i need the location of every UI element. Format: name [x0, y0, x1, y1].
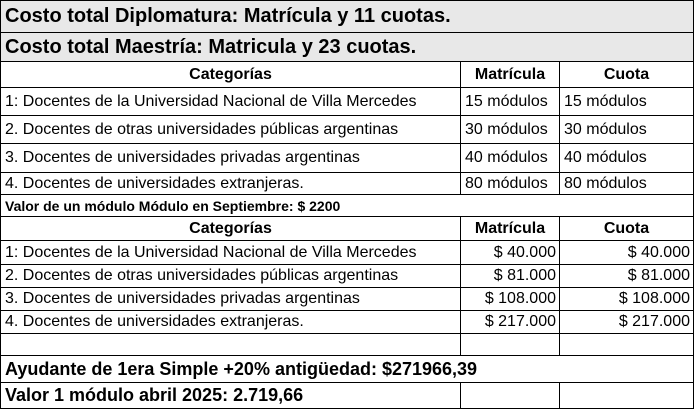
table1-header-cuota: Cuota	[560, 62, 694, 88]
table-row	[0, 173, 694, 195]
empty-cell	[0, 334, 461, 356]
table1-row4-cuota: 80 módulos	[560, 173, 694, 195]
table-row	[0, 144, 694, 173]
table2-row3-cuota: $ 108.000	[560, 288, 694, 311]
table2-header-categorias: Categorías	[0, 217, 461, 241]
table1-row2-categoria: 2. Docentes de otras universidades públicas argentinas	[0, 116, 461, 144]
table1-row1-categoria: 1: Docentes de la Universidad Nacional de Villa Mercedes	[0, 88, 461, 116]
modulo-note: Valor de un módulo Módulo en Septiembre: $ 2200	[0, 195, 694, 217]
table-row	[0, 88, 694, 116]
table1-header-categorias: Categorías	[0, 62, 461, 88]
title-maestria: Costo total Maestría: Matricula y 23 cuotas.	[0, 33, 694, 62]
table-row	[0, 116, 694, 144]
table1-row1-cuota: 15 módulos	[560, 88, 694, 116]
empty-cell	[560, 334, 694, 356]
table2-row2-cuota: $ 81.000	[560, 265, 694, 288]
valor-modulo-note: Valor 1 módulo abril 2025: 2.719,66	[0, 383, 461, 409]
empty-cell	[560, 383, 694, 409]
table2-header-row	[0, 217, 694, 241]
empty-cell	[461, 334, 560, 356]
table1-row3-matricula: 40 módulos	[461, 144, 560, 173]
table2-row1-cuota: $ 40.000	[560, 241, 694, 265]
table1-header-matricula: Matrícula	[461, 62, 560, 88]
valor-modulo-row	[0, 383, 694, 409]
table1-row3-cuota: 40 módulos	[560, 144, 694, 173]
table-row	[0, 311, 694, 334]
table2-row1-matricula: $ 40.000	[461, 241, 560, 265]
table2-row2-matricula: $ 81.000	[461, 265, 560, 288]
table2-row4-matricula: $ 217.000	[461, 311, 560, 334]
table2-header-matricula: Matrícula	[461, 217, 560, 241]
table1-row4-matricula: 80 módulos	[461, 173, 560, 195]
table1-header-row	[0, 62, 694, 88]
table-row	[0, 288, 694, 311]
table1-row2-cuota: 30 módulos	[560, 116, 694, 144]
table1-row2-matricula: 30 módulos	[461, 116, 560, 144]
table1-row1-matricula: 15 módulos	[461, 88, 560, 116]
table2-row3-matricula: $ 108.000	[461, 288, 560, 311]
ayudante-row	[0, 356, 694, 383]
table2-row2-categoria: 2. Docentes de otras universidades públicas argentinas	[0, 265, 461, 288]
table2-row4-cuota: $ 217.000	[560, 311, 694, 334]
table1-row4-categoria: 4. Docentes de universidades extranjeras.	[0, 173, 461, 195]
table2-header-cuota: Cuota	[560, 217, 694, 241]
empty-cell	[461, 383, 560, 409]
title-row-maestria	[0, 33, 694, 62]
table-row	[0, 265, 694, 288]
table-row	[0, 241, 694, 265]
empty-row	[0, 334, 694, 356]
title-diplomatura: Costo total Diplomatura: Matrícula y 11 cuotas.	[0, 0, 694, 33]
table2-row4-categoria: 4. Docentes de universidades extranjeras.	[0, 311, 461, 334]
modulo-note-row	[0, 195, 694, 217]
ayudante-note: Ayudante de 1era Simple +20% antigüedad: $271966,39	[0, 356, 694, 383]
title-row-diplomatura	[0, 0, 694, 33]
table1-row3-categoria: 3. Docentes de universidades privadas argentinas	[0, 144, 461, 173]
table2-row3-categoria: 3. Docentes de universidades privadas argentinas	[0, 288, 461, 311]
table2-row1-categoria: 1: Docentes de la Universidad Nacional de Villa Mercedes	[0, 241, 461, 265]
